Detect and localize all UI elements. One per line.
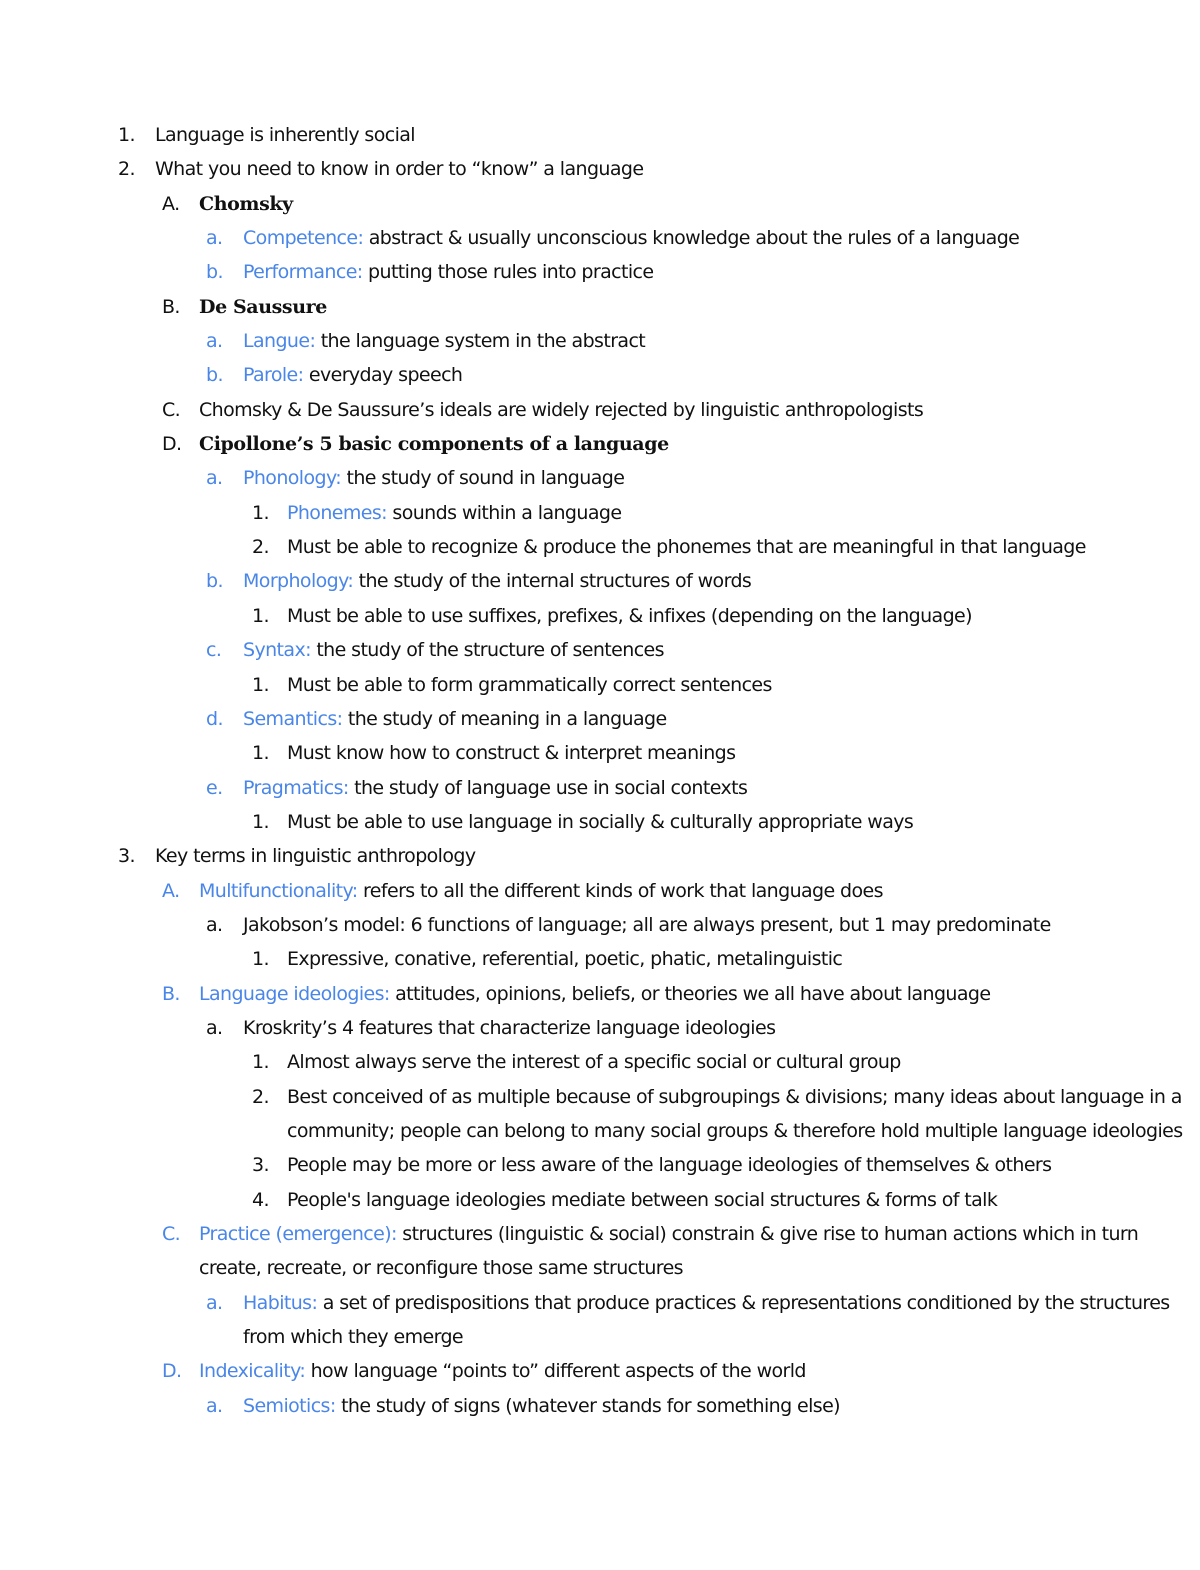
definition-text: Almost always serve the interest of a specific social or cultural group [287,1051,901,1074]
definition-text: sounds within a language [386,501,622,524]
key-term: Phonemes: [287,501,387,524]
list-marker: B. [162,982,180,1005]
outline-item [0,461,1200,495]
key-term: Morphology: [243,570,354,593]
list-marker: 1. [252,604,269,627]
outline-text [243,1389,840,1423]
definition-text: putting those rules into practice [362,261,654,284]
outline-item [0,908,1200,942]
definition-text: community; people can belong to many social groups & therefore hold multiple language ideologies [287,1119,1183,1142]
outline-item [0,668,1200,702]
outline-item [0,564,1200,598]
definition-text: from which they emerge [243,1326,464,1349]
outline-text [287,942,842,976]
definition-text: Best conceived of as multiple because of subgroupings & divisions; many ideas about language in a [287,1085,1182,1108]
outline-text [199,977,990,1011]
outline-item [0,1045,1200,1079]
key-term: Semantics: [243,707,343,730]
outline-item [0,1217,1200,1251]
list-marker: 4. [252,1188,269,1211]
key-term: Habitus: [243,1291,318,1314]
outline-item [0,977,1200,1011]
outline-item [0,736,1200,770]
list-marker: a. [206,913,223,936]
outline-text [199,1354,806,1388]
definition-text: everyday speech [303,364,463,387]
definition-text: Key terms in linguistic anthropology [155,845,476,868]
outline-item [0,290,1200,324]
outline-text [199,427,669,461]
outline-item [0,530,1200,564]
outline-item [0,942,1200,976]
list-marker: a. [206,227,223,250]
list-marker: 2. [118,158,135,181]
outline-item [0,1389,1200,1423]
list-marker: 3. [252,1154,269,1177]
list-marker: b. [206,261,223,284]
outline-item [0,187,1200,221]
outline-item [0,152,1200,186]
definition-text: Must be able to form grammatically correct sentences [287,673,772,696]
list-marker: 1. [252,501,269,524]
definition-text: People's language ideologies mediate between social structures & forms of talk [287,1188,998,1211]
definition-text: the study of meaning in a language [342,707,667,730]
list-marker: 2. [252,1085,269,1108]
outline-item [0,118,1200,152]
outline-item [0,1011,1200,1045]
list-marker: 1. [252,742,269,765]
outline-text [287,530,1086,564]
definition-text: Must be able to use suffixes, prefixes, & infixes (depending on the language) [287,604,972,627]
key-term: Syntax: [243,639,311,662]
key-term: Practice (emergence): [199,1223,397,1245]
outline-text [199,187,293,221]
outline-item [0,1286,1200,1320]
notes-outline [0,118,1200,1423]
definition-text: Cipollone’s 5 basic components of a language [199,433,669,456]
outline-text [287,1080,1182,1114]
definition-text: the language system in the abstract [315,330,646,353]
key-term: Langue: [243,330,316,353]
outline-text [243,1320,463,1354]
list-marker: 1. [118,124,135,146]
outline-text [243,324,645,358]
definition-text: create, recreate, or reconfigure those same structures [199,1257,683,1280]
definition-text: Must be able to use language in socially & culturally appropriate ways [287,810,914,833]
outline-text [287,1183,997,1217]
list-marker: e. [206,776,223,799]
outline-text [243,564,751,598]
outline-text [243,255,653,289]
outline-item [0,599,1200,633]
outline-text [287,805,913,839]
definition-text: the study of sound in language [341,467,625,490]
list-marker: D. [162,1360,182,1383]
definition-text: Must be able to recognize & produce the phonemes that are meaningful in that language [287,536,1086,559]
outline-item [0,805,1200,839]
key-term: Indexicality: [199,1360,306,1383]
outline-text [155,839,476,873]
outline-item [0,393,1200,427]
outline-item [0,1354,1200,1388]
outline-item [0,324,1200,358]
list-marker: a. [206,330,223,353]
list-marker: C. [162,1223,181,1245]
definition-text: the study of the structure of sentences [310,639,664,662]
outline-item [0,633,1200,667]
key-term: Competence: [243,227,364,250]
list-marker: 3. [118,845,135,868]
outline-text [243,1011,775,1045]
key-term: Phonology: [243,467,342,490]
outline-text [287,668,772,702]
outline-item [0,874,1200,908]
list-marker: A. [162,192,180,215]
definition-text: the study of language use in social contexts [348,776,748,799]
key-term: Pragmatics: [243,776,349,799]
key-term: Semiotics: [243,1394,336,1417]
outline-text [243,908,1051,942]
outline-text [155,152,643,186]
outline-text [287,1045,901,1079]
list-marker: a. [206,467,223,490]
outline-text [287,599,972,633]
definition-text: What you need to know in order to “know” a language [155,158,644,181]
key-term: Performance: [243,261,363,284]
definition-text: Chomsky & De Saussure’s ideals are widely rejected by linguistic anthropologists [199,398,924,421]
outline-item [0,496,1200,530]
list-marker: B. [162,295,180,318]
list-marker: 1. [252,810,269,833]
list-marker: a. [206,1291,223,1314]
list-marker: 1. [252,673,269,696]
outline-text [287,736,735,770]
outline-item [0,1114,1200,1148]
definition-text: De Saussure [199,295,327,318]
list-marker: 1. [252,1051,269,1074]
list-marker: 2. [252,536,269,559]
outline-item [0,702,1200,736]
key-term: Language ideologies: [199,982,390,1005]
list-marker: b. [206,364,223,387]
outline-item [0,221,1200,255]
list-marker: c. [206,639,222,662]
list-marker: 1. [252,948,269,971]
definition-text: abstract & usually unconscious knowledge about the rules of a language [363,227,1020,250]
outline-item [0,1320,1200,1354]
outline-text [243,221,1019,255]
definition-text: Must know how to construct & interpret meanings [287,742,736,765]
outline-text [199,1251,683,1285]
outline-text [199,1217,1138,1251]
outline-text [199,393,923,427]
definition-text: Chomsky [199,192,293,215]
outline-text [243,358,462,392]
list-marker: d. [206,707,223,730]
definition-text: attitudes, opinions, beliefs, or theories we all have about language [389,982,991,1005]
outline-item [0,1183,1200,1217]
list-marker: b. [206,570,223,593]
definition-text: the study of the internal structures of words [353,570,752,593]
outline-item [0,771,1200,805]
outline-text [155,118,415,152]
outline-text [243,771,747,805]
list-marker: C. [162,398,181,421]
outline-text [199,290,327,324]
definition-text: refers to all the different kinds of work that language does [357,879,883,902]
outline-item [0,1251,1200,1285]
outline-text [199,874,883,908]
outline-item [0,358,1200,392]
outline-text [243,461,624,495]
outline-text [287,1114,1183,1148]
outline-text [287,1148,1051,1182]
definition-text: how language “points to” different aspects of the world [305,1360,806,1383]
outline-item [0,1080,1200,1114]
outline-text [287,496,621,530]
key-term: Multifunctionality: [199,879,358,902]
outline-text [243,702,667,736]
outline-item [0,839,1200,873]
list-marker: D. [162,433,182,456]
definition-text: Expressive, conative, referential, poetic, phatic, metalinguistic [287,948,843,971]
definition-text: Kroskrity’s 4 features that characterize language ideologies [243,1016,776,1039]
outline-text [243,633,664,667]
key-term: Parole: [243,364,304,387]
definition-text: a set of predispositions that produce practices & representations conditioned by the structures [317,1291,1170,1314]
outline-item [0,427,1200,461]
definition-text: Jakobson’s model: 6 functions of language; all are always present, but 1 may predominate [243,913,1051,936]
list-marker: a. [206,1394,223,1417]
definition-text: structures (linguistic & social) constrain & give rise to human actions which in turn [396,1223,1139,1245]
list-marker: a. [206,1016,223,1039]
outline-item [0,255,1200,289]
list-marker: A. [162,879,180,902]
outline-text [243,1286,1170,1320]
definition-text: People may be more or less aware of the language ideologies of themselves & others [287,1154,1052,1177]
definition-text: Language is inherently social [155,124,415,146]
definition-text: the study of signs (whatever stands for something else) [335,1394,840,1417]
outline-item [0,1148,1200,1182]
